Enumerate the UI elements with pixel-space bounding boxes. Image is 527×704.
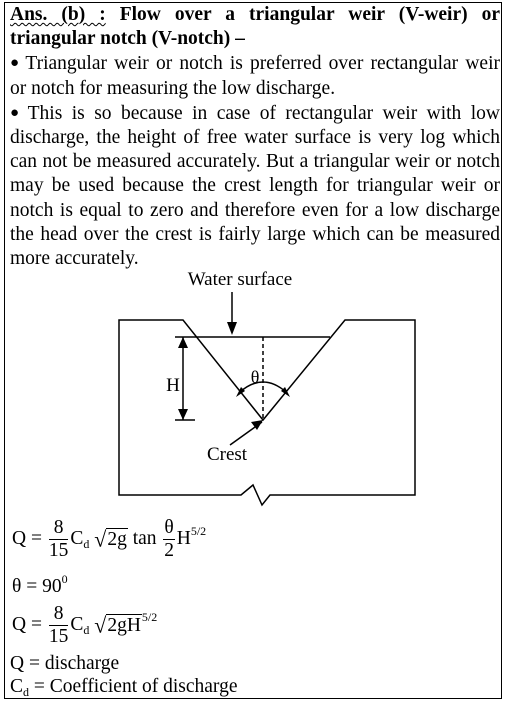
- weir-plate: [119, 320, 415, 505]
- discharge-formula: [12, 517, 206, 562]
- formula1-coef-sub: d: [83, 536, 90, 551]
- bullet-2-text: This is so because in case of rectangular weir with low discharge, the height of free water surface is very log which can not be measured accurately. But a triangular weir or notch may be used because the crest length for triangular weir or notch is equal to zero and therefore even for a low discharge the head over the crest is fairly large which can be measured more accurately.: [10, 102, 501, 270]
- arrow-head-icon: [227, 322, 237, 335]
- answer-text: [10, 3, 500, 271]
- formula2-lhs: Q =: [12, 613, 42, 635]
- definition-cd: [10, 675, 237, 704]
- formula2-fraction: [49, 603, 69, 648]
- angle-value-text: θ = 90: [12, 576, 62, 597]
- formula1-sqrt: 2g: [107, 528, 127, 550]
- bullet-dot-icon: ●: [10, 55, 22, 72]
- formula1-fraction: [49, 517, 69, 562]
- answer-label: Ans. (b) :: [10, 4, 106, 25]
- angle-label: θ: [250, 367, 260, 387]
- formula1-coef: C: [70, 527, 84, 549]
- head-arrow-down-icon: [178, 409, 188, 420]
- answer-title: Flow over a triangular weir (V-weir) or triangular notch (V-notch) –: [10, 4, 501, 50]
- bullet-dot-icon: ●: [10, 104, 24, 121]
- formula1-theta-den: 2: [164, 540, 174, 561]
- cd-sub: d: [23, 685, 30, 699]
- angle-value-sup: 0: [61, 572, 68, 586]
- formula1-frac-den: 15: [48, 540, 69, 561]
- formula2-coef-sub: d: [83, 622, 90, 637]
- formula1-power: 5/2: [190, 523, 207, 538]
- sqrt-icon: √: [94, 526, 107, 552]
- v-notch-diagram: [0, 263, 527, 518]
- definition-q: Q = discharge: [10, 653, 120, 674]
- bullet-1: [10, 51, 500, 100]
- simplified-formula: [12, 603, 157, 648]
- cd-symbol: C: [10, 676, 24, 697]
- formula1-frac-num: 8: [49, 517, 69, 540]
- formula1-theta-num: θ: [164, 517, 174, 538]
- head-label: H: [166, 375, 180, 396]
- formula2-power: 5/2: [141, 609, 158, 624]
- definitions: [10, 652, 237, 704]
- bullet-1-text: Triangular weir or notch is preferred over rectangular weir or notch for measuring the low discharge.: [10, 53, 500, 99]
- formula1-theta-fraction: [163, 517, 174, 562]
- formula2-coef: C: [70, 613, 84, 635]
- formula2-sqrt: 2gH: [107, 614, 141, 636]
- formula1-head: H: [176, 527, 191, 549]
- cd-text: = Coefficient of discharge: [29, 676, 238, 697]
- head-arrow-up-icon: [178, 337, 188, 348]
- answer-heading: [10, 3, 500, 51]
- crest-label: Crest: [206, 444, 248, 465]
- formula1-tan: tan: [132, 527, 157, 549]
- formula2-frac-den: 15: [48, 626, 69, 647]
- angle-value: [12, 572, 68, 598]
- bullet-2: [10, 101, 500, 271]
- sqrt-icon: √: [94, 612, 107, 638]
- formula2-frac-num: 8: [49, 603, 69, 626]
- formula1-lhs: Q =: [12, 527, 42, 549]
- water-surface-label: Water surface: [187, 269, 293, 290]
